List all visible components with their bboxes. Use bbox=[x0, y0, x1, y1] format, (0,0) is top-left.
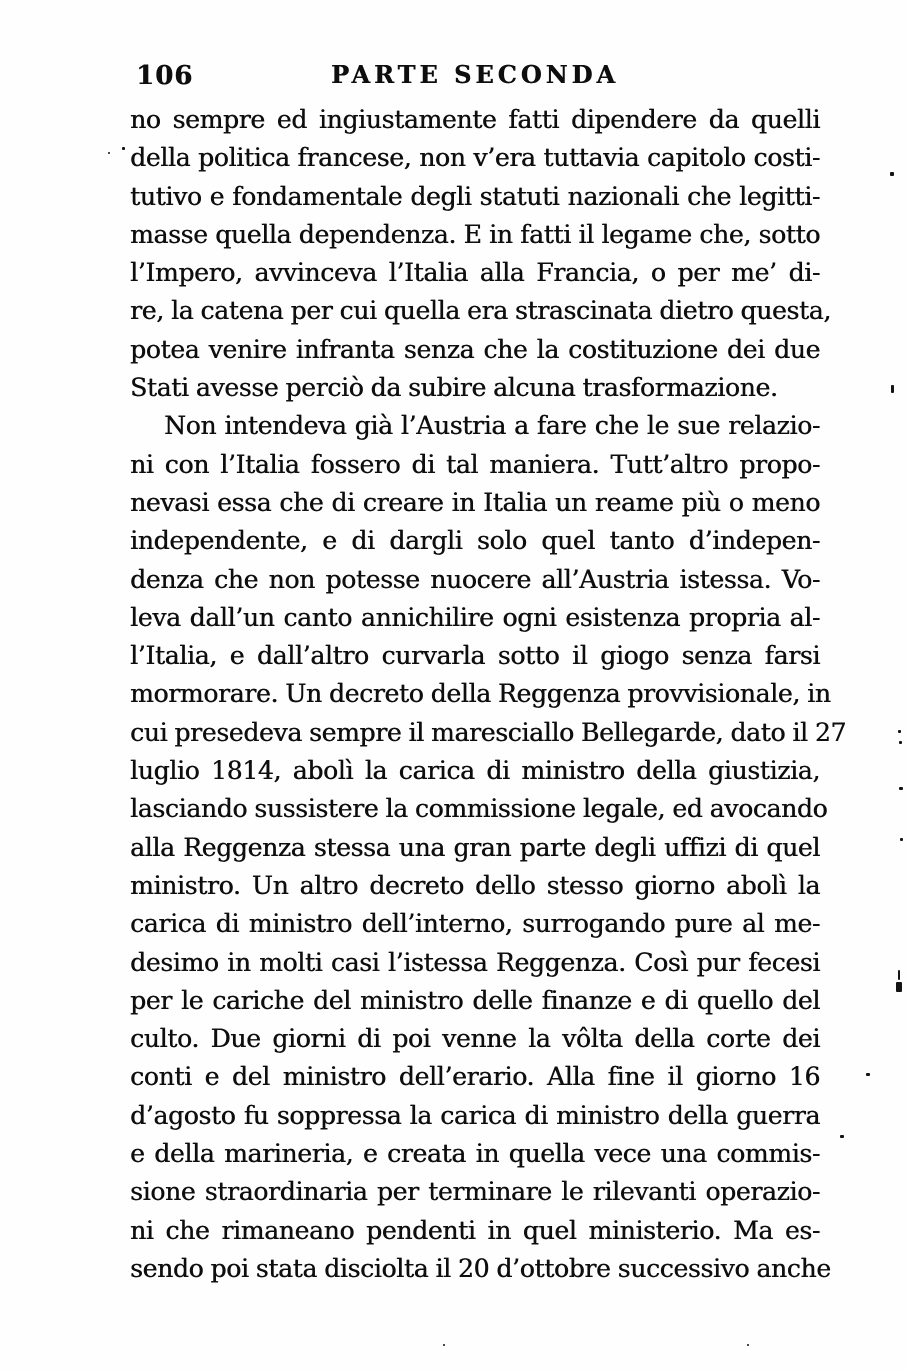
scan-speck bbox=[443, 1344, 445, 1346]
text-line: carica di ministro dell’interno, surrogando pure al me- bbox=[130, 909, 820, 939]
text-line: ni con l’Italia fossero di tal maniera. Tutt’altro propo- bbox=[130, 449, 820, 479]
scan-speck bbox=[747, 1344, 749, 1346]
scan-speck bbox=[898, 970, 900, 980]
scan-speck bbox=[840, 1135, 844, 1138]
paragraph bbox=[130, 101, 831, 407]
running-title: PARTE SECONDA bbox=[331, 60, 619, 89]
text-line: potea venire infranta senza che la costituzione dei due bbox=[130, 334, 820, 364]
scan-speck bbox=[890, 172, 894, 176]
scan-speck bbox=[891, 385, 894, 393]
text-line: no sempre ed ingiustamente fatti dipendere da quelli bbox=[130, 105, 820, 134]
text-line: Non intendeva già l’Austria a fare che le sue relazio- bbox=[164, 411, 820, 441]
scan-speck bbox=[898, 730, 901, 733]
scan-speck bbox=[896, 982, 902, 992]
text-line: ministro. Un altro decreto dello stesso giorno abolì la bbox=[130, 870, 820, 900]
scan-speck bbox=[899, 741, 902, 744]
text-line: luglio 1814, abolì la carica di ministro della giustizia, bbox=[130, 756, 820, 786]
text-line: re, la catena per cui quella era strascinata dietro questa, bbox=[130, 296, 831, 326]
page-header bbox=[130, 58, 820, 92]
scan-speck bbox=[899, 787, 903, 790]
text-line: cui presedeva sempre il maresciallo Bellegarde, dato il 27 bbox=[130, 717, 847, 747]
text-line: denza che non potesse nuocere all’Austria istessa. Vo- bbox=[130, 564, 820, 594]
text-line: desimo in molti casi l’istessa Reggenza. Così pur fecesi bbox=[130, 947, 820, 977]
scan-speck bbox=[122, 147, 125, 150]
text-line: conti e del ministro dell’erario. Alla fine il giorno 16 bbox=[130, 1062, 820, 1092]
text-line: ni che rimaneano pendenti in quel ministerio. Ma es- bbox=[130, 1215, 820, 1245]
text-line: e della marineria, e creata in quella vece una commis- bbox=[130, 1139, 820, 1169]
text-line: sione straordinaria per terminare le rilevanti operazio- bbox=[130, 1177, 820, 1207]
text-line: mormorare. Un decreto della Reggenza provvisionale, in bbox=[130, 679, 831, 709]
text-line: della politica francese, non v’era tuttavia capitolo costi- bbox=[130, 143, 820, 173]
text-line: culto. Due giorni di poi venne la vôlta della corte dei bbox=[130, 1024, 820, 1054]
page-number: 106 bbox=[136, 61, 194, 91]
page-body bbox=[130, 101, 847, 1288]
text-line: Stati avesse perciò da subire alcuna trasformazione. bbox=[130, 373, 778, 403]
text-line: nevasi essa che di creare in Italia un reame più o meno bbox=[130, 487, 820, 517]
text-line: masse quella dependenza. E in fatti il legame che, sotto bbox=[130, 219, 820, 249]
text-line: leva dall’un canto annichilire ogni esistenza propria al- bbox=[130, 602, 820, 632]
scan-speck bbox=[108, 152, 110, 154]
scan-speck bbox=[866, 1073, 870, 1076]
text-line: alla Reggenza stessa una gran parte degli uffizi di quel bbox=[130, 832, 820, 862]
text-line: sendo poi stata disciolta il 20 d’ottobre successivo anche bbox=[130, 1253, 831, 1283]
text-line: per le cariche del ministro delle finanze e di quello del bbox=[130, 985, 820, 1015]
text-line: independente, e di dargli solo quel tanto d’indepen- bbox=[130, 526, 820, 556]
text-line: lasciando sussistere la commissione legale, ed avocando bbox=[130, 794, 828, 824]
scan-speck bbox=[900, 838, 903, 841]
text-line: d’agosto fu soppressa la carica di ministro della guerra bbox=[130, 1100, 820, 1130]
text-line: l’Italia, e dall’altro curvarla sotto il giogo senza farsi bbox=[130, 641, 820, 671]
text-line: l’Impero, avvinceva l’Italia alla Francia, o per me’ di- bbox=[130, 258, 820, 288]
paragraph bbox=[130, 407, 847, 1288]
text-line: tutivo e fondamentale degli statuti nazionali che legitti- bbox=[130, 181, 820, 211]
